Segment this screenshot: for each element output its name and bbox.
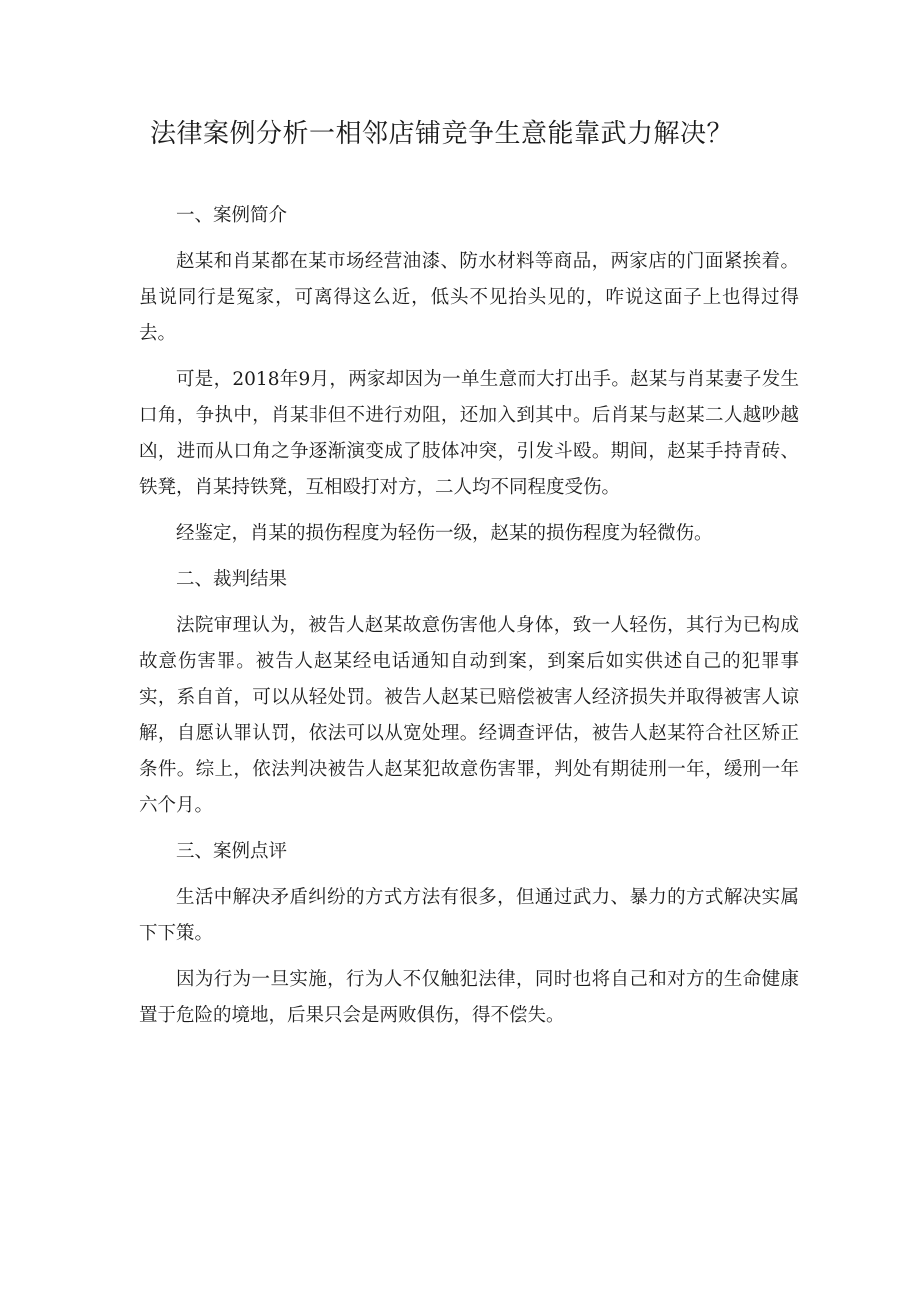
document-body [139,198,799,1044]
section-heading: 一、案例简介 [176,205,288,226]
section-heading: 三、案例点评 [176,841,288,862]
paragraph: 可是，2018年9月，两家却因为一单生意而大打出手。赵某与肖某妻子发生口角，争执中，肖某非但不进行劝阻，还加入到其中。后肖某与赵某二人越吵越凶，进而从口角之争逐渐演变成了肢体冲突，引发斗殴。期间，赵某手持青砖、铁凳，肖某持铁凳，互相殴打对方，二人均不同程度受伤。 [139,369,799,498]
paragraph: 法院审理认为，被告人赵某故意伤害他人身体，致一人轻伤，其行为已构成故意伤害罪。被告人赵某经电话通知自动到案，到案后如实供述自己的犯罪事实，系自首，可以从轻处罚。被告人赵某已赔偿被害人经济损失并取得被害人谅解，自愿认罪认罚，依法可以从宽处理。经调查评估，被告人赵某符合社区矫正条件。综上，依法判决被告人赵某犯故意伤害罪，判处有期徒刑一年，缓刑一年六个月。 [139,615,799,816]
section-heading: 二、裁判结果 [176,569,288,590]
document-title: 法律案例分析一相邻店铺竞争生意能靠武力解决？ [150,119,734,149]
paragraph: 赵某和肖某都在某市场经营油漆、防水材料等商品，两家店的门面紧挨着。虽说同行是冤家，可离得这么近，低头不见抬头见的，咋说这面子上也得过得去。 [139,251,799,344]
paragraph: 经鉴定，肖某的损伤程度为轻伤一级，赵某的损伤程度为轻微伤。 [176,523,713,544]
paragraph: 生活中解决矛盾纠纷的方式方法有很多，但通过武力、暴力的方式解决实属下下策。 [139,887,799,944]
paragraph: 因为行为一旦实施，行为人不仅触犯法律，同时也将自己和对方的生命健康置于危险的境地，后果只会是两败俱伤，得不偿失。 [139,969,799,1026]
